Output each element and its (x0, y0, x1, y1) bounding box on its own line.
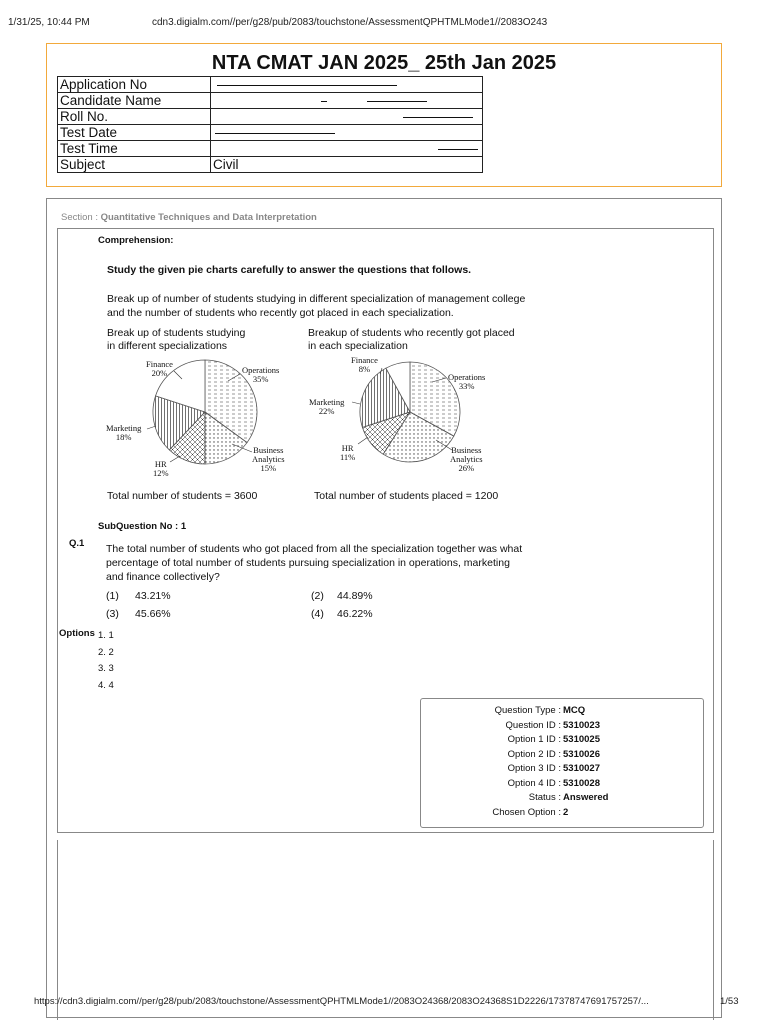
meta-key: Status : (528, 792, 561, 803)
label-name: HR (341, 443, 354, 453)
row-value (211, 77, 483, 93)
row-value (211, 141, 483, 157)
subquestion-label: SubQuestion No : 1 (98, 521, 187, 532)
next-question-frame (57, 840, 714, 1020)
meta-value: 5310023 (563, 719, 600, 731)
leader-line (147, 426, 156, 429)
pie2-label-hr (340, 444, 355, 462)
meta-value: Answered (563, 792, 609, 803)
label-name: Finance (146, 359, 173, 369)
label-value: 35% (252, 374, 269, 384)
label-name: Marketing (309, 397, 345, 407)
total-students: Total number of students = 3600 (107, 490, 258, 502)
choice-value: 46.22% (337, 608, 373, 620)
redaction-bar (215, 133, 335, 134)
meta-value: MCQ (563, 705, 586, 716)
pie1-title-line2: in different specializations (107, 340, 228, 352)
pie1-label-operations (242, 366, 279, 384)
redaction-bar (217, 85, 397, 86)
row-label: Subject (58, 157, 211, 173)
row-value: Civil (211, 157, 483, 173)
question-text: The total number of students who got placed from all the specialization together was what percentage of total number of students pursuing specialization in operations, marketing and finance collectively? (106, 543, 523, 583)
label-value: 15% (260, 463, 277, 473)
candidate-row (58, 125, 483, 141)
label-value: 20% (151, 368, 168, 378)
candidate-table (57, 76, 483, 173)
pie1-label-ba (252, 446, 285, 473)
meta-key: Option 4 ID : (507, 777, 561, 789)
print-datetime: 1/31/25, 10:44 PM (8, 17, 90, 28)
row-label: Roll No. (58, 109, 211, 125)
pie2-label-marketing (309, 398, 344, 416)
print-page-number: 1/53 (720, 996, 739, 1007)
total-placed: Total number of students placed = 1200 (314, 490, 499, 502)
meta-value: 5310026 (563, 748, 600, 760)
pie2-label-operations (448, 373, 485, 391)
leader-line (170, 456, 180, 462)
pie2-title-line2: in each specialization (308, 340, 408, 352)
meta-key: Question ID : (505, 719, 561, 731)
section-prefix: Section : (61, 212, 101, 223)
option-item: 4. 4 (98, 679, 114, 691)
meta-key: Option 3 ID : (507, 763, 561, 774)
row-value (211, 109, 483, 125)
label-name-2: Analytics (252, 454, 285, 464)
meta-key: Question Type : (494, 705, 561, 716)
redaction-bar (403, 117, 473, 118)
comprehension-instruction: Study the given pie charts carefully to answer the questions that follows. (107, 264, 472, 276)
label-name: Business (451, 445, 482, 455)
meta-key: Option 1 ID : (507, 734, 561, 745)
meta-value: 5310028 (563, 777, 600, 789)
option-item: 3. 3 (98, 663, 114, 674)
exam-title: NTA CMAT JAN 2025_ 25th Jan 2025 (211, 52, 557, 74)
pie2-title-line1: Breakup of students who recently got placed (308, 327, 515, 339)
choice-value: 44.89% (337, 590, 373, 602)
pie1-label-hr (153, 460, 169, 478)
choice-3 (106, 608, 171, 620)
print-footer-url: https://cdn3.digialm.com//per/g28/pub/2083/touchstone/AssessmentQPHTMLMode1//2083O24368/2083O24368S1D2226/17378747691757257/... (34, 996, 649, 1007)
section-label (61, 212, 317, 223)
question-meta-box (420, 698, 704, 828)
pie1-label-finance (146, 360, 173, 378)
candidate-row (58, 109, 483, 125)
pie2-slices (360, 362, 460, 462)
row-label: Test Date (58, 125, 211, 141)
meta-key: Option 2 ID : (507, 748, 561, 760)
option-item: 1. 1 (98, 630, 114, 641)
label-name: Marketing (106, 423, 142, 433)
choice-value: 43.21% (135, 590, 171, 602)
choice-num: (3) (106, 608, 119, 620)
choice-num: (1) (106, 590, 119, 602)
label-value: 12% (153, 468, 169, 478)
candidate-row (58, 157, 483, 173)
pie2-label-ba (450, 446, 483, 473)
candidate-row (58, 77, 483, 93)
redaction-bar (367, 101, 427, 102)
label-name: Business (253, 445, 284, 455)
print-url: cdn3.digialm.com//per/g28/pub/2083/touchstone/AssessmentQPHTMLMode1//2083O243 (152, 17, 548, 28)
redaction-bar (321, 101, 327, 102)
label-value: 22% (318, 406, 335, 416)
row-label: Candidate Name (58, 93, 211, 109)
label-name: Operations (448, 372, 486, 382)
choice-num: (4) (311, 608, 324, 620)
leader-line (352, 402, 360, 404)
label-name: HR (154, 459, 167, 469)
label-value: 33% (458, 381, 475, 391)
pie1-title-line1: Break up of students studying (107, 327, 246, 339)
row-label: Application No (58, 77, 211, 93)
label-name-2: Analytics (450, 454, 483, 464)
candidate-row (58, 141, 483, 157)
leader-line (358, 437, 368, 444)
choice-2 (311, 590, 373, 602)
meta-value: 5310025 (563, 734, 600, 745)
meta-value: 5310027 (563, 763, 600, 774)
section-name: Quantitative Techniques and Data Interpretation (100, 212, 317, 223)
choice-value: 45.66% (135, 608, 171, 620)
candidate-row (58, 93, 483, 109)
label-name: Operations (242, 365, 280, 375)
options-label: Options (59, 628, 95, 639)
pie2-title (308, 327, 515, 353)
question-number: Q.1 (69, 538, 85, 549)
option-item: 2. 2 (98, 646, 114, 658)
comprehension-heading: Comprehension: (98, 235, 174, 246)
pie2-label-finance (351, 356, 378, 374)
meta-value: 2 (563, 806, 569, 818)
label-value: 18% (115, 432, 132, 442)
label-name: Finance (351, 355, 378, 365)
label-value: 11% (340, 452, 356, 462)
row-value (211, 93, 483, 109)
row-label: Test Time (58, 141, 211, 157)
label-value: 26% (458, 463, 475, 473)
choice-num: (2) (311, 590, 324, 602)
options-list (98, 628, 114, 694)
choice-1 (106, 590, 171, 602)
comprehension-description: Break up of number of students studying in different specialization of management college and the number of students who recently got placed in each specialization. (107, 293, 526, 319)
pie1-label-marketing (106, 424, 141, 442)
meta-key: Chosen Option : (492, 806, 561, 818)
label-value: 8% (358, 364, 371, 374)
pie1-title (107, 327, 245, 353)
redaction-bar (438, 149, 478, 150)
row-value (211, 125, 483, 141)
choice-4 (311, 608, 373, 620)
